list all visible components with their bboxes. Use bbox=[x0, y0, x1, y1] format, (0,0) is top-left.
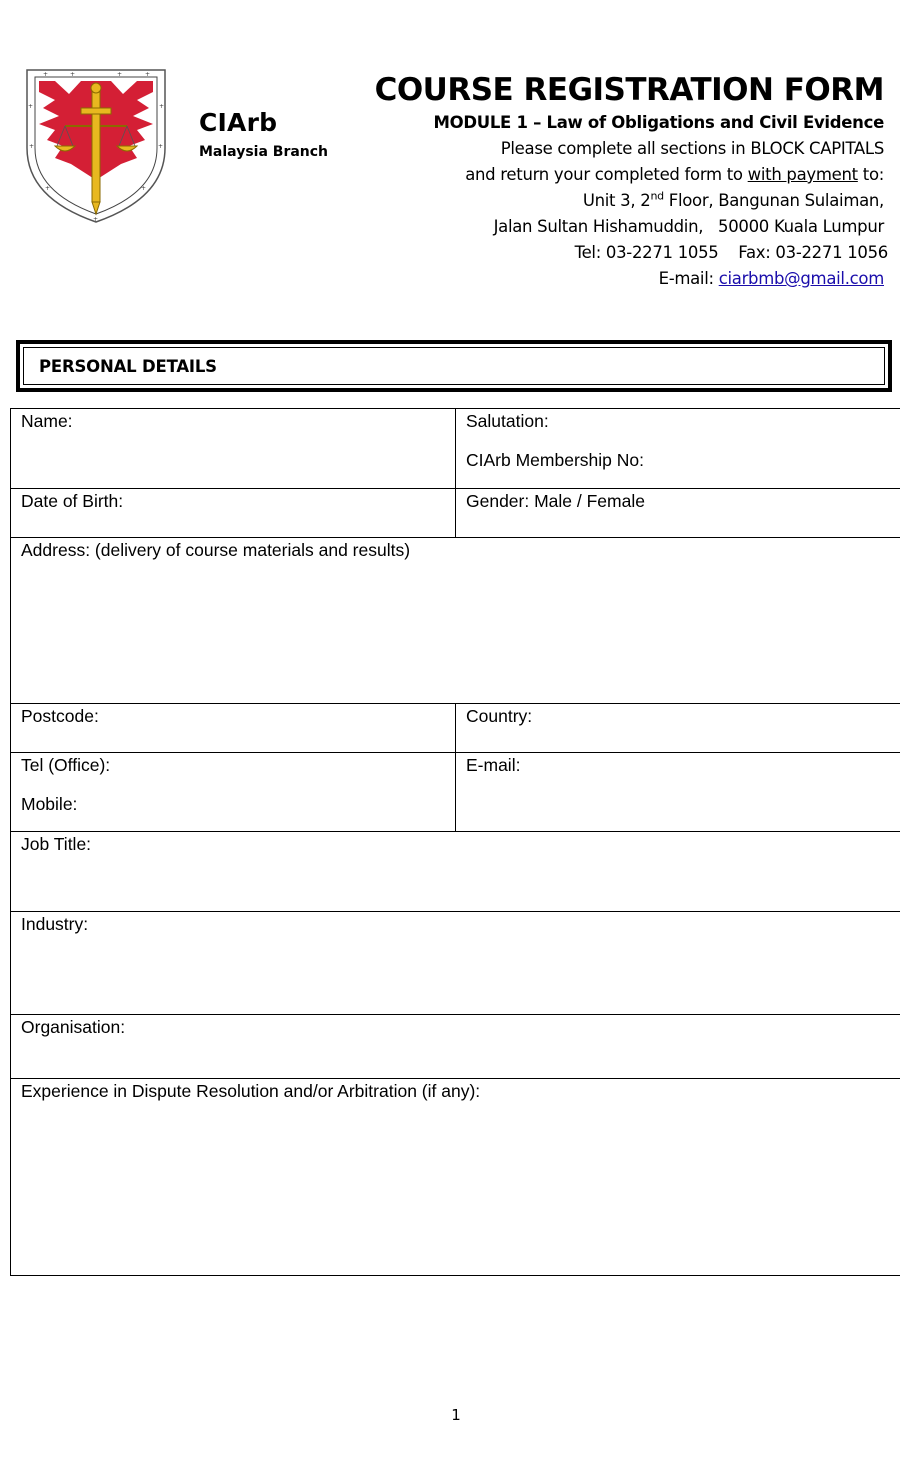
svg-text:+: + bbox=[70, 71, 76, 78]
address-line-2: Jalan Sultan Hishamuddin, 50000 Kuala Lumpur bbox=[493, 217, 884, 236]
instruction-text: Please complete all sections in BLOCK CAPITALS bbox=[500, 139, 884, 158]
table-row bbox=[11, 1015, 900, 1079]
svg-text:+: + bbox=[159, 103, 165, 110]
organisation-label: Organisation: bbox=[21, 1017, 126, 1037]
address-label: Address: (delivery of course materials and results) bbox=[21, 540, 411, 560]
tel-office-label: Tel (Office): bbox=[21, 755, 111, 775]
return-instruction bbox=[324, 162, 884, 188]
personal-details-table bbox=[10, 408, 900, 1276]
svg-text:+: + bbox=[29, 143, 35, 150]
name-label: Name: bbox=[21, 411, 73, 431]
section-title: PERSONAL DETAILS bbox=[39, 357, 217, 376]
personal-details-header bbox=[16, 340, 892, 392]
return-post: to: bbox=[857, 165, 884, 184]
dob-label: Date of Birth: bbox=[21, 491, 124, 511]
membership-label: CIArb Membership No: bbox=[466, 450, 644, 470]
phone-field[interactable] bbox=[11, 753, 456, 832]
email-line bbox=[324, 266, 884, 292]
table-row bbox=[11, 753, 900, 832]
email-field[interactable] bbox=[456, 753, 900, 832]
job-title-field[interactable] bbox=[11, 832, 900, 912]
country-field[interactable] bbox=[456, 704, 900, 753]
table-row bbox=[11, 1079, 900, 1276]
table-row bbox=[11, 704, 900, 753]
country-label: Country: bbox=[466, 706, 533, 726]
table-row bbox=[11, 489, 900, 538]
tel-fax: Tel: 03-2271 1055 Fax: 03-2271 1056 bbox=[574, 243, 888, 262]
email-field-label: E-mail: bbox=[466, 755, 521, 775]
gender-field[interactable] bbox=[456, 489, 900, 538]
organisation-field[interactable] bbox=[11, 1015, 900, 1079]
address-field[interactable] bbox=[11, 538, 900, 704]
svg-text:+: + bbox=[145, 71, 151, 78]
address-line-1-pre: Unit 3, 2 bbox=[582, 191, 651, 210]
module-title: MODULE 1 – Law of Obligations and Civil Evidence bbox=[433, 113, 884, 132]
mobile-label: Mobile: bbox=[21, 794, 78, 814]
name-field[interactable] bbox=[11, 409, 456, 489]
experience-field[interactable] bbox=[11, 1079, 900, 1276]
postcode-field[interactable] bbox=[11, 704, 456, 753]
header-contact-block bbox=[324, 70, 888, 292]
address-line-1-sup: nd bbox=[650, 189, 664, 203]
industry-label: Industry: bbox=[21, 914, 89, 934]
with-payment-text: with payment bbox=[747, 165, 858, 184]
address-line-1 bbox=[324, 188, 884, 214]
org-name: CIArb bbox=[199, 108, 278, 137]
svg-text:+: + bbox=[141, 185, 147, 192]
table-row bbox=[11, 912, 900, 1015]
email-link[interactable]: ciarbmb@gmail.com bbox=[718, 269, 884, 288]
postcode-label: Postcode: bbox=[21, 706, 99, 726]
return-pre: and return your completed form to bbox=[465, 165, 748, 184]
table-row bbox=[11, 409, 900, 489]
table-row bbox=[11, 832, 900, 912]
page-number: 1 bbox=[451, 1406, 461, 1424]
svg-text:+: + bbox=[45, 185, 51, 192]
dob-field[interactable] bbox=[11, 489, 456, 538]
form-title: COURSE REGISTRATION FORM bbox=[374, 72, 884, 108]
salutation-label: Salutation: bbox=[466, 411, 549, 431]
org-branch: Malaysia Branch bbox=[199, 144, 329, 160]
svg-text:+: + bbox=[158, 143, 164, 150]
email-label: E-mail: bbox=[658, 269, 719, 288]
gender-label: Gender: Male / Female bbox=[466, 491, 645, 511]
svg-text:+: + bbox=[117, 71, 123, 78]
salutation-membership-field[interactable] bbox=[456, 409, 900, 489]
address-line-1-post: Floor, Bangunan Sulaiman, bbox=[663, 191, 884, 210]
job-title-label: Job Title: bbox=[21, 834, 92, 854]
svg-text:+: + bbox=[28, 103, 34, 110]
ciarb-shield-logo bbox=[25, 68, 167, 224]
experience-label: Experience in Dispute Resolution and/or Arbitration (if any): bbox=[21, 1081, 481, 1101]
svg-text:+: + bbox=[43, 71, 49, 78]
svg-text:+: + bbox=[93, 216, 99, 223]
table-row bbox=[11, 538, 900, 704]
industry-field[interactable] bbox=[11, 912, 900, 1015]
